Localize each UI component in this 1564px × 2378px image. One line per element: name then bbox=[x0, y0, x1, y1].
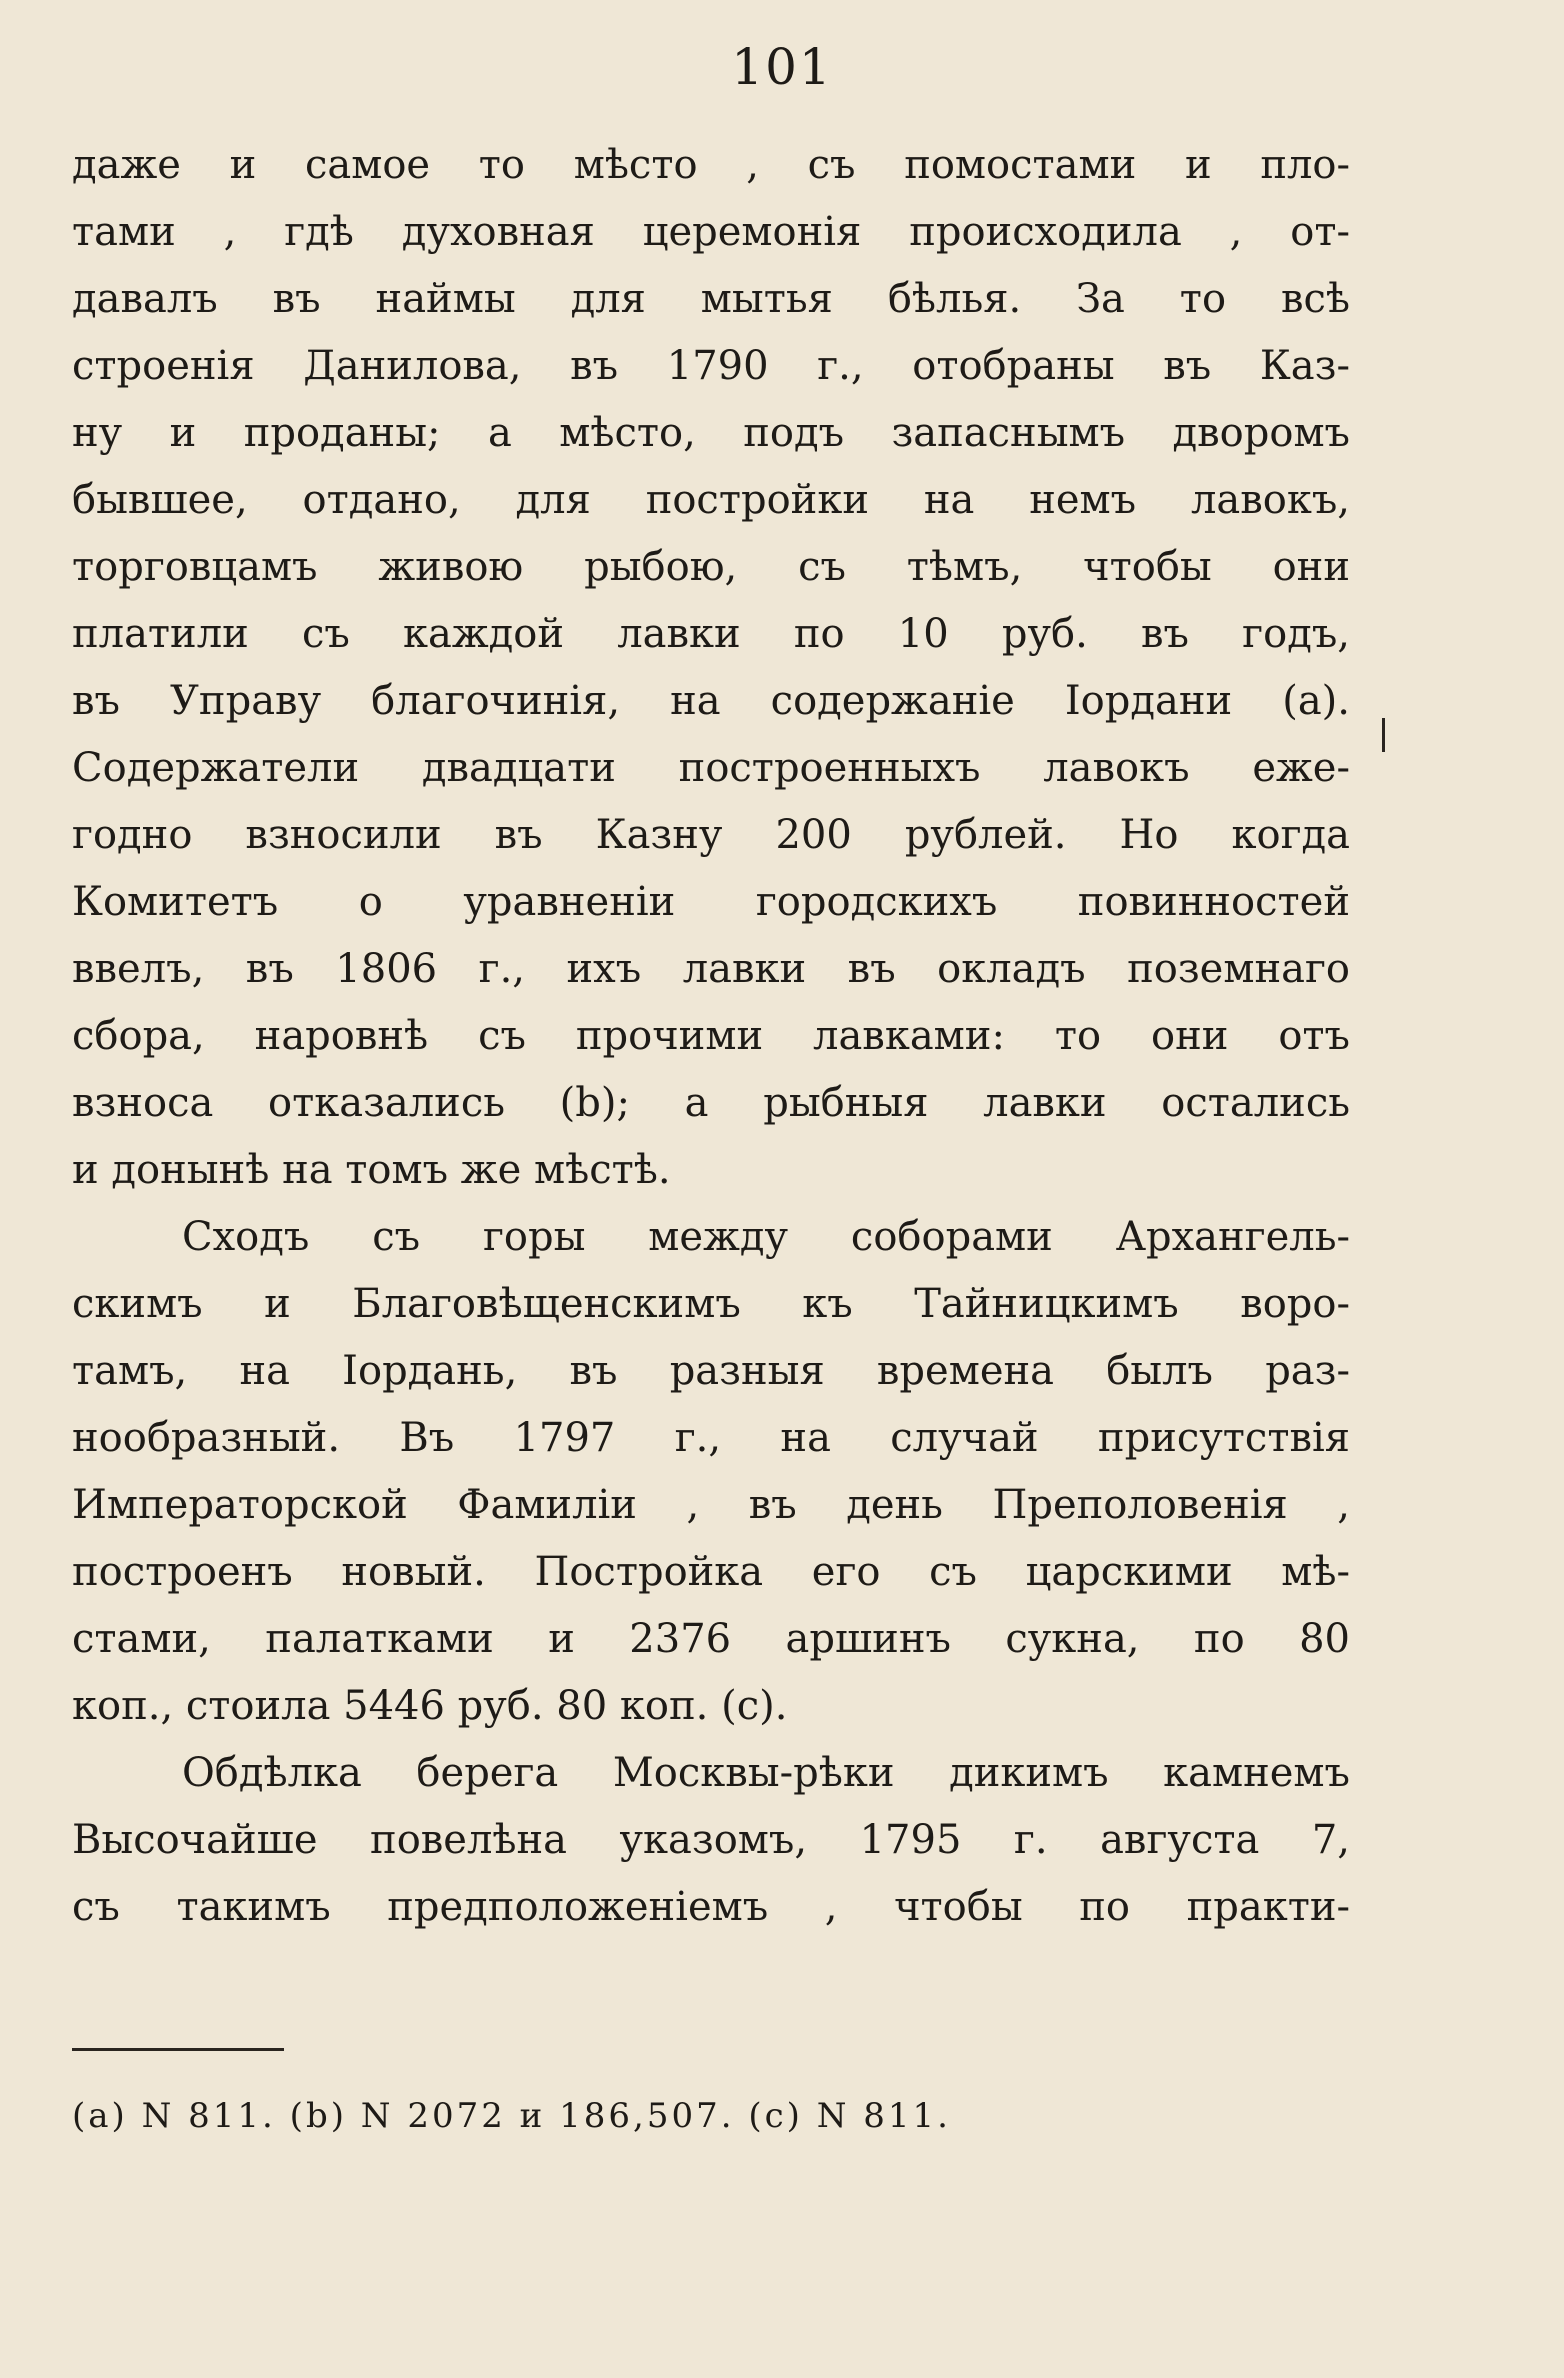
text-line: Комитетъ о уравненіи городскихъ повинностей bbox=[72, 879, 1350, 925]
text-line: тами , гдѣ духовная церемонія происходила , от- bbox=[72, 209, 1350, 255]
text-line: Императорской Фамиліи , въ день Преполовенія , bbox=[72, 1482, 1350, 1528]
text-line: годно взносили въ Казну 200 рублей. Но когда bbox=[72, 812, 1350, 858]
text-line: торговцамъ живою рыбою, съ тѣмъ, чтобы они bbox=[72, 544, 1350, 590]
footnote-divider bbox=[72, 2048, 284, 2051]
text-line: стами, палатками и 2376 аршинъ сукна, по 80 bbox=[72, 1616, 1350, 1662]
text-line: платили съ каждой лавки по 10 руб. въ годъ, bbox=[72, 611, 1350, 657]
text-line: бывшее, отдано, для постройки на немъ лавокъ, bbox=[72, 477, 1350, 523]
margin-mark bbox=[1382, 718, 1385, 752]
text-line: скимъ и Благовѣщенскимъ къ Тайницкимъ воро- bbox=[72, 1281, 1350, 1327]
page-number: 101 bbox=[731, 38, 833, 96]
text-line: Содержатели двадцати построенныхъ лавокъ еже- bbox=[72, 745, 1350, 791]
text-line: въ Управу благочинія, на содержаніе Іордани (а). bbox=[72, 678, 1350, 724]
body-text bbox=[72, 132, 1350, 1941]
text-line: нообразный. Въ 1797 г., на случай присутствія bbox=[72, 1415, 1350, 1461]
text-line: и донынѣ на томъ же мѣстѣ. bbox=[72, 1147, 671, 1193]
text-line: давалъ въ наймы для мытья бѣлья. За то всѣ bbox=[72, 276, 1350, 322]
text-line: сбора, наровнѣ съ прочими лавками: то они отъ bbox=[72, 1013, 1350, 1059]
text-line: ну и проданы; а мѣсто, подъ запаснымъ дворомъ bbox=[72, 410, 1350, 456]
text-line: даже и самое то мѣсто , съ помостами и пло- bbox=[72, 142, 1350, 188]
text-line: Сходъ съ горы между соборами Архангель- bbox=[182, 1214, 1350, 1260]
text-line: тамъ, на Іордань, въ разныя времена былъ раз- bbox=[72, 1348, 1350, 1394]
text-line: коп., стоила 5446 руб. 80 коп. (с). bbox=[72, 1683, 788, 1729]
text-line: ввелъ, въ 1806 г., ихъ лавки въ окладъ поземнаго bbox=[72, 946, 1350, 992]
text-line: взноса отказались (b); а рыбныя лавки остались bbox=[72, 1080, 1350, 1126]
text-line: построенъ новый. Постройка его съ царскими мѣ- bbox=[72, 1549, 1350, 1595]
text-line: Высочайше повелѣна указомъ, 1795 г. августа 7, bbox=[72, 1817, 1350, 1863]
text-line: строенія Данилова, въ 1790 г., отобраны въ Каз- bbox=[72, 343, 1350, 389]
text-line: съ такимъ предположеніемъ , чтобы по практи- bbox=[72, 1884, 1350, 1930]
text-line: Обдѣлка берега Москвы-рѣки дикимъ камнемъ bbox=[182, 1750, 1350, 1796]
footnotes: (a) N 811. (b) N 2072 и 186,507. (c) N 811. bbox=[72, 2096, 951, 2136]
